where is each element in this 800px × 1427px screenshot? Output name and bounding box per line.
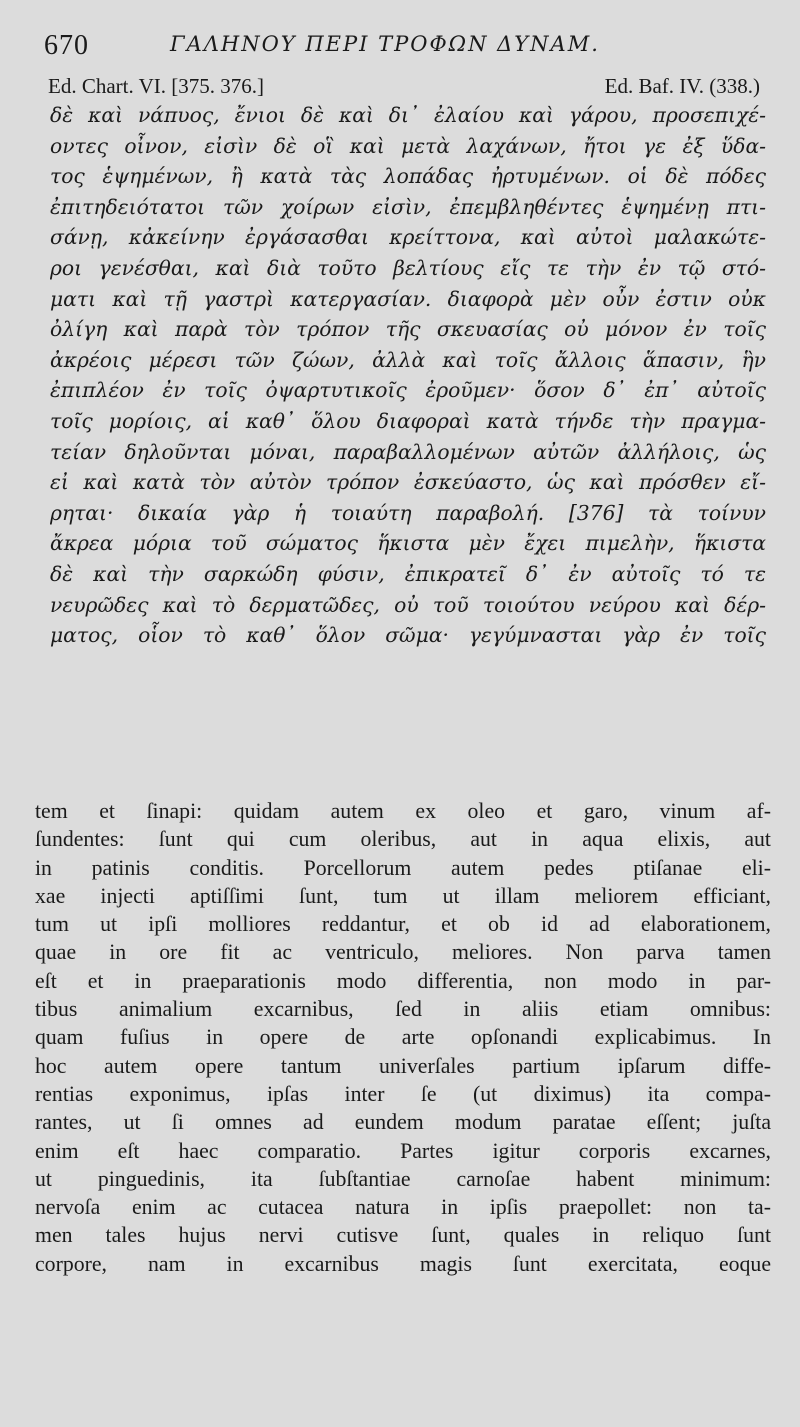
greek-text-line: δὲ καὶ τὴν σαρκώδη φύσιν, ἐπικρατεῖ δ᾽ ἐν αὐτοῖς τό τε: [50, 561, 766, 586]
latin-text-line: nervoſa enim ac cutacea natura in ipſis praepollet: non ta-: [35, 1195, 771, 1220]
greek-text-line: ἀκρέοις μέρεσι τῶν ζώων, ἀλλὰ καὶ τοῖς ἄλλοις ἅπασιν, ἣν: [50, 347, 766, 372]
greek-text-line: ἐπιτηδειότατοι τῶν χοίρων εἰσὶν, ἐπεμβληθέντες ἑψημένῃ πτι-: [50, 194, 766, 219]
latin-text-line: rantes, ut ſi omnes ad eundem modum paratae eſſent; juſta: [35, 1110, 771, 1135]
greek-text-line: ματι καὶ τῇ γαστρὶ κατεργασίαν. διαφορὰ μὲν οὖν ἐστιν οὐκ: [50, 286, 766, 311]
latin-text-line: enim eſt haec comparatio. Partes igitur corporis excarnes,: [35, 1138, 771, 1163]
running-title: ΓΑΛΗΝΟΥ ΠΕΡΙ ΤΡΟΦΩΝ ΔΥΝΑΜ.: [170, 32, 600, 56]
greek-text-line: τείαν δηλοῦνται μόναι, παραβαλλομένων αὐτῶν ἀλλήλοις, ὡς: [50, 439, 766, 464]
latin-text-line: quam fuſius in opere de arte opſonandi explicabimus. In: [35, 1025, 771, 1050]
edition-basel-reference: Ed. Baf. IV. (338.): [604, 74, 760, 98]
greek-text-line: σάνῃ, κἀκείνην ἐργάσασθαι κρείττονα, καὶ αὐτοὶ μαλακώτε-: [50, 225, 766, 250]
latin-text-line: corpore, nam in excarnibus magis ſunt exercitata, eoque: [35, 1251, 771, 1276]
greek-text-line: ρηται· δικαία γὰρ ἡ τοιαύτη παραβολή. [376] τὰ τοίνυν: [50, 500, 766, 525]
greek-text-line: οντες οἶνον, εἰσὶν δὲ οἳ καὶ μετὰ λαχάνων, ἤτοι γε ἐξ ὕδα-: [50, 133, 766, 158]
greek-text-line: ροι γενέσθαι, καὶ διὰ τοῦτο βελτίους εἴς τε τὴν ἐν τῷ στό-: [50, 255, 766, 280]
greek-text-line: δὲ καὶ νάπυος, ἔνιοι δὲ καὶ δι᾽ ἐλαίου καὶ γάρου, προσεπιχέ-: [50, 103, 766, 127]
greek-text-line: νευρῶδες καὶ τὸ δερματῶδες, οὐ τοῦ τοιούτου νεύρου καὶ δέρ-: [50, 592, 766, 617]
latin-text-line: tibus animalium excarnibus, ſed in aliis etiam omnibus:: [35, 997, 771, 1022]
greek-text-block: [50, 100, 766, 651]
page-number: 670: [44, 30, 89, 61]
latin-text-line: in patinis conditis. Porcellorum autem pedes ptiſanae eli-: [35, 855, 771, 880]
latin-text-line: hoc autem opere tantum univerſales partium ipſarum diffe-: [35, 1053, 771, 1078]
latin-text-line: tum ut ipſi molliores reddantur, et ob id ad elaborationem,: [35, 912, 771, 937]
greek-text-line: τοῖς μορίοις, αἱ καθ᾽ ὅλου διαφοραὶ κατὰ τήνδε τὴν πραγμα-: [50, 408, 766, 433]
page-header: [44, 30, 756, 70]
greek-text-line: ὀλίγη καὶ παρὰ τὸν τρόπον τῆς σκευασίας οὐ μόνον ἐν τοῖς: [50, 317, 766, 342]
latin-text-line: rentias exponimus, ipſas inter ſe (ut diximus) ita compa-: [35, 1081, 771, 1106]
greek-text-line: ἐπιπλέον ἐν τοῖς ὀψαρτυτικοῖς ἐροῦμεν· ὅσον δ᾽ ἐπ᾽ αὐτοῖς: [50, 378, 766, 403]
greek-text-line: ματος, οἷον τὸ καθ᾽ ὅλον σῶμα· γεγύμνασται γὰρ ἐν τοῖς: [50, 623, 766, 648]
greek-text-line: τος ἑψημένων, ἢ κατὰ τὰς λοπάδας ἠρτυμένων. οἱ δὲ πόδες: [50, 164, 766, 189]
latin-text-line: eſt et in praeparationis modo differentia, non modo in par-: [35, 968, 771, 993]
greek-text-line: ἄκρεα μόρια τοῦ σώματος ἥκιστα μὲν ἔχει πιμελὴν, ἥκιστα: [50, 531, 766, 556]
greek-text-line: εἰ καὶ κατὰ τὸν αὐτὸν τρόπον ἐσκεύαστο, ὡς καὶ πρόσθεν εἴ-: [50, 470, 766, 495]
latin-text-block: [35, 797, 771, 1278]
latin-text-line: ſundentes: ſunt qui cum oleribus, aut in aqua elixis, aut: [35, 827, 771, 852]
latin-text-line: xae injecti aptiſſimi ſunt, tum ut illam meliorem efficiant,: [35, 883, 771, 908]
edition-reference-line: [48, 74, 760, 100]
edition-chartier-reference: Ed. Chart. VI. [375. 376.]: [48, 74, 264, 98]
latin-text-line: men tales hujus nervi cutisve ſunt, quales in reliquo ſunt: [35, 1223, 771, 1248]
latin-text-line: tem et ſinapi: quidam autem ex oleo et garo, vinum af-: [35, 799, 771, 823]
latin-text-line: ut pinguedinis, ita ſubſtantiae carnoſae habent minimum:: [35, 1166, 771, 1191]
latin-text-line: quae in ore fit ac ventriculo, meliores. Non parva tamen: [35, 940, 771, 965]
